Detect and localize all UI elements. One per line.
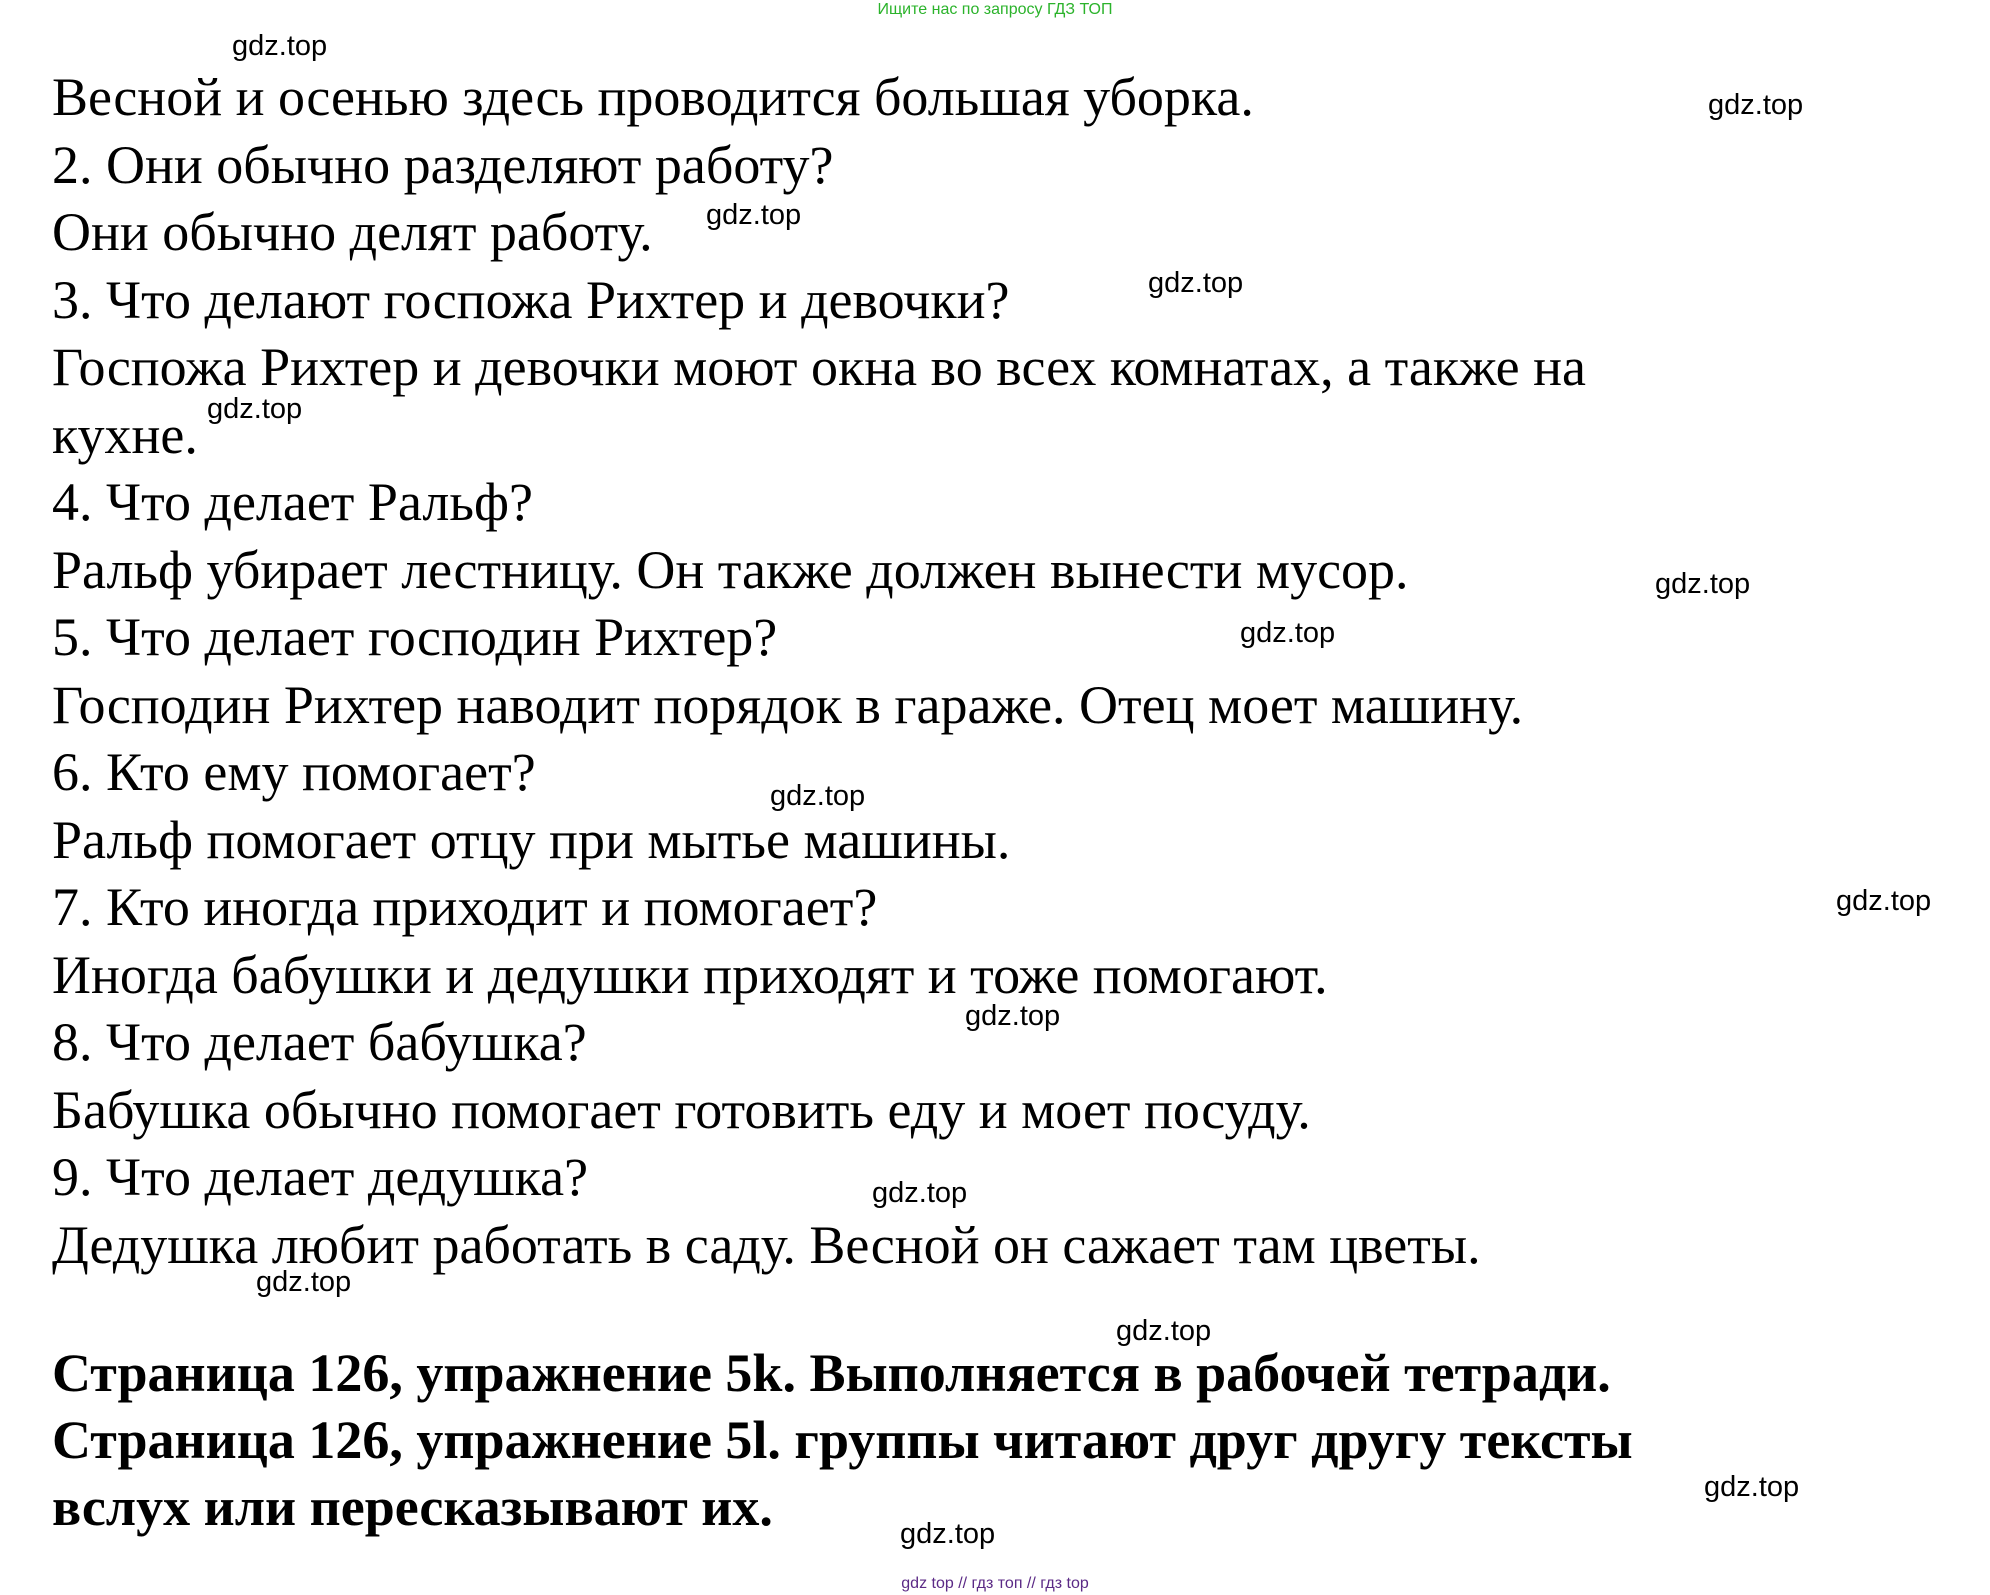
answer-line: кухне. — [52, 404, 198, 465]
question-line: 4. Что делает Ральф? — [52, 472, 533, 532]
question-line: 9. Что делает дедушка? — [52, 1147, 589, 1207]
watermark: gdz.top — [1708, 89, 1804, 121]
watermark: gdz.top — [1148, 267, 1244, 299]
watermark: gdz.top — [1240, 617, 1336, 649]
answer-line: Дедушка любит работать в саду. Весной он сажает там цветы. — [52, 1214, 1481, 1275]
watermark: gdz.top — [207, 393, 303, 425]
watermark: gdz.top — [965, 1000, 1061, 1032]
watermark: gdz.top — [1704, 1471, 1800, 1503]
answer-line: Бабушка обычно помогает готовить еду и моет посуду. — [52, 1079, 1311, 1140]
watermark: gdz.top — [900, 1518, 996, 1550]
watermark: gdz.top — [256, 1266, 352, 1298]
exercise-note-line: Страница 126, упражнение 5l. группы читают друг другу тексты — [52, 1410, 1633, 1470]
answer-line: Весной и осенью здесь проводится большая уборка. — [52, 67, 1254, 127]
question-line: 6. Кто ему помогает? — [52, 742, 536, 802]
watermark: gdz.top — [1116, 1315, 1212, 1347]
question-line: 3. Что делают госпожа Рихтер и девочки? — [52, 269, 1010, 330]
question-line: 8. Что делает бабушка? — [52, 1012, 587, 1072]
top-banner: Ищите нас по запросу ГДЗ ТОП — [877, 1, 1113, 18]
watermark: gdz.top — [872, 1177, 968, 1209]
watermark: gdz.top — [706, 199, 802, 231]
answer-line: Ральф убирает лестницу. Он также должен вынести мусор. — [52, 539, 1409, 600]
answer-line: Иногда бабушки и дедушки приходят и тоже помогают. — [52, 944, 1328, 1005]
watermark: gdz.top — [770, 780, 866, 812]
question-line: 7. Кто иногда приходит и помогает? — [52, 877, 878, 937]
question-line: 2. Они обычно разделяют работу? — [52, 134, 834, 195]
watermark: gdz.top — [1836, 885, 1932, 917]
exercise-note-line: Страница 126, упражнение 5k. Выполняется в рабочей тетради. — [52, 1343, 1611, 1403]
question-line: 5. Что делает господин Рихтер? — [52, 607, 778, 667]
answer-text-block — [52, 64, 1952, 1279]
exercise-notes — [52, 1340, 1952, 1541]
watermark: gdz.top — [232, 30, 328, 62]
exercise-note-line: вслух или пересказывают их. — [52, 1477, 773, 1537]
watermark: gdz.top — [1655, 568, 1751, 600]
footer-links: gdz top // гдз топ // гдз top — [901, 1575, 1089, 1592]
answer-line: Ральф помогает отцу при мытье машины. — [52, 809, 1011, 870]
answer-line: Госпожа Рихтер и девочки моют окна во всех комнатах, а также на — [52, 337, 1587, 397]
answer-line: Господин Рихтер наводит порядок в гараже. Отец моет машину. — [52, 674, 1524, 735]
answer-line: Они обычно делят работу. — [52, 202, 653, 262]
